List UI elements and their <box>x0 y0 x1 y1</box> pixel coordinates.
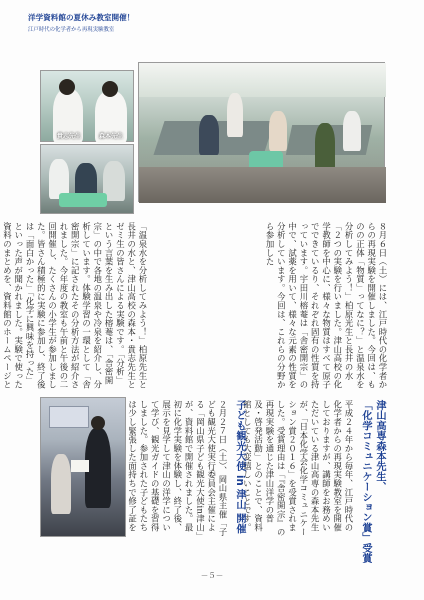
certificate <box>71 460 89 472</box>
figure-person <box>343 111 361 151</box>
figure-person <box>315 123 335 171</box>
header-subtitle: 江戸時代の化学者から再現実験教室 <box>28 27 115 33</box>
article3-heading: 子ども観光大使 in 津山 開催 <box>234 400 245 534</box>
window-wall <box>139 63 386 97</box>
page-header <box>28 12 178 33</box>
floor <box>139 167 386 203</box>
photo-ceremony <box>40 397 126 537</box>
figure-child <box>51 454 71 514</box>
photo-classroom <box>138 62 385 202</box>
header-title: 洋学資料館の夏休み教室開催！ <box>28 13 135 22</box>
page-number: －５－ <box>200 571 224 580</box>
article2-body: 平成２４年から毎年、江戸時代の化学者からの再現実験教室を開催しておりますが、講師をお務めいただいている津山高専の森本先生が、「日本化学会化学コミュニケーション賞２０１６」を受賞されました。受賞理由は「『舎密開宗』の再現実験を通じた津山洋学の普及・啓発活動」とのことで、資料館としても大変嬉しいことです。 <box>242 400 354 537</box>
article1-column2: 「温泉水を分析してみよう！」柏原先生と長井の水と、津山高校の森本・貴志先生とゼミ生の皆さんによる実験です。「分析」という言葉を生み出した榕菴は、「舎密開宗」の中で各地の温泉や冷泉を紹介し、分析しています。体験学習の一環として「舎密開宗」に記されたその分析方法が紹介されました。今年度の教室も午前と午後の二回開催し、たくさんの小学生が参加しました。皆さん積極的に実験に参加し、終了後は「面白かった」「化学に興味を持った」といった声が聞かれました。実験で使った資料のまとめを、資料館のホームページと <box>2 222 148 390</box>
poster-board <box>49 406 89 428</box>
article2-heading-line2: 「化学コミュニケーション賞」受賞 <box>360 400 371 564</box>
figure-person <box>269 111 287 151</box>
plastic-tray <box>59 193 107 207</box>
figure-person <box>227 93 243 137</box>
figure-person <box>199 115 219 155</box>
article2-heading-line1: 津山高専森本先生、 <box>374 400 385 492</box>
figure-head <box>91 416 105 430</box>
article3-body: ２月２７日（土）、岡山県主催「子ども観光大使実行委員会主催による「岡山県子ども観光大使in津山」が、資料館で開催されました。最初に化学実験を体験し、終了後、展示を見学して津山の洋学について学び、観光ガイドの基礎を習得しました。参加された子どもたちは少し緊張した面持ちで修了証を <box>127 400 228 537</box>
photo-students <box>40 144 134 214</box>
caption-left-person: 貴志先生 <box>57 133 82 140</box>
article1-column1: ８月６日（土）には、江戸時代の化学者からの再現実験を開催しました。今回は、ものの正体「物質」ってなに？」と温泉水を分析してみよう！」柏原光生と長井の水「２つの実験を行いました。津山高校の化学教師を中心に、様々な物質はすべて原子でできているり、それぞれ固有の性質を持っています。宇田川榕菴は「舎密開宗」の中で、試薬を用いて、様々な元素の性質を分析しています。今回は、これらの分野から参加した <box>265 222 388 390</box>
figure-head <box>59 79 75 95</box>
photo-instructors <box>40 70 134 142</box>
caption-right-person: 森本先生 <box>99 133 124 140</box>
figure-head <box>102 81 118 97</box>
